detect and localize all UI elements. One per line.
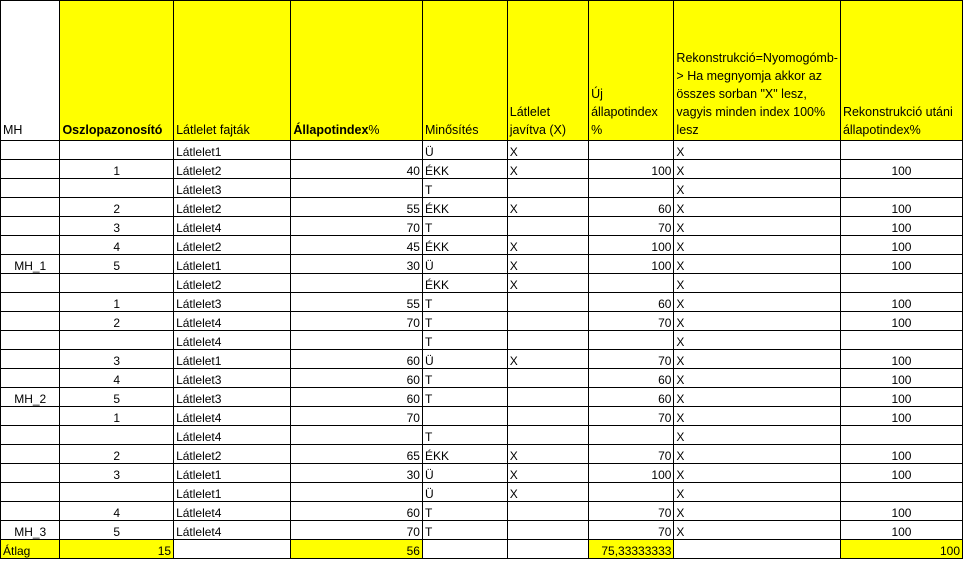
cell-oszlopazonosito[interactable] [60,483,174,502]
cell-rekonstrukcio[interactable]: X [674,445,841,464]
cell-allapotindex[interactable]: 45 [291,236,423,255]
cell-latlelet-javitva[interactable]: X [507,236,588,255]
footer-empty-cell[interactable] [422,540,507,559]
cell-rekonstrukcio[interactable]: X [674,293,841,312]
cell-oszlopazonosito[interactable] [60,179,174,198]
cell-minosites[interactable]: Ü [422,483,507,502]
cell-latlelet-fajta[interactable]: Látlelet3 [174,388,291,407]
cell-rekonstrukcio[interactable]: X [674,369,841,388]
table-row [1,369,963,388]
cell-rekonstrukcio-utani[interactable]: 100 [840,521,962,540]
cell-mh[interactable] [1,179,60,198]
cell-rekonstrukcio[interactable]: X [674,198,841,217]
cell-latlelet-javitva[interactable] [507,217,588,236]
cell-rekonstrukcio[interactable]: X [674,274,841,293]
cell-latlelet-fajta[interactable]: Látlelet4 [174,312,291,331]
cell-rekonstrukcio[interactable]: X [674,331,841,350]
header-oszlopazonosito[interactable]: Oszlopazonosító [60,1,174,141]
header-rekonstrukcio-utani[interactable]: Rekonstrukció utáni állapotindex% [840,1,962,141]
header-rekonstrukcio[interactable]: Rekonstrukció=Nyomogómb-> Ha megnyomja akkor az összes sorban "X" lesz, vagyis minden index 100% lesz [674,1,841,141]
table-row [1,255,963,274]
cell-rekonstrukcio-utani[interactable]: 100 [840,369,962,388]
cell-mh[interactable] [1,141,60,160]
cell-oszlopazonosito[interactable]: 4 [60,236,174,255]
cell-allapotindex[interactable]: 60 [291,369,423,388]
cell-latlelet-javitva[interactable] [507,388,588,407]
table-row [1,350,963,369]
cell-mh[interactable] [1,274,60,293]
cell-mh[interactable]: MH_3 [1,521,60,540]
cell-minosites[interactable]: T [422,312,507,331]
cell-uj-allapotindex[interactable]: 70 [589,350,674,369]
cell-allapotindex[interactable]: 65 [291,445,423,464]
cell-minosites[interactable] [422,407,507,426]
cell-rekonstrukcio-utani[interactable] [840,141,962,160]
table-row [1,217,963,236]
table-row [1,198,963,217]
cell-uj-allapotindex[interactable]: 70 [589,312,674,331]
cell-uj-allapotindex[interactable]: 100 [589,160,674,179]
cell-oszlopazonosito[interactable]: 4 [60,369,174,388]
cell-latlelet-fajta[interactable]: Látlelet4 [174,502,291,521]
cell-latlelet-javitva[interactable]: X [507,445,588,464]
cell-minosites[interactable]: T [422,179,507,198]
cell-latlelet-fajta[interactable]: Látlelet4 [174,426,291,445]
cell-uj-allapotindex[interactable]: 70 [589,521,674,540]
header-allapotindex[interactable] [291,1,423,141]
cell-oszlopazonosito[interactable]: 3 [60,217,174,236]
cell-latlelet-javitva[interactable]: X [507,483,588,502]
cell-oszlopazonosito[interactable] [60,426,174,445]
cell-mh[interactable] [1,369,60,388]
cell-minosites[interactable]: ÉKK [422,445,507,464]
cell-latlelet-javitva[interactable] [507,369,588,388]
table-row [1,464,963,483]
cell-minosites[interactable]: ÉKK [422,160,507,179]
cell-oszlopazonosito[interactable]: 2 [60,198,174,217]
footer-empty-cell[interactable] [507,540,588,559]
cell-latlelet-fajta[interactable]: Látlelet3 [174,179,291,198]
cell-uj-allapotindex[interactable]: 70 [589,502,674,521]
cell-allapotindex[interactable] [291,483,423,502]
cell-uj-allapotindex[interactable]: 100 [589,255,674,274]
cell-mh[interactable] [1,445,60,464]
cell-uj-allapotindex[interactable] [589,483,674,502]
cell-minosites[interactable]: T [422,293,507,312]
cell-rekonstrukcio[interactable]: X [674,426,841,445]
cell-rekonstrukcio-utani[interactable]: 100 [840,217,962,236]
header-uj-allapotindex[interactable]: Új állapotindex % [589,1,674,141]
cell-oszlopazonosito[interactable]: 5 [60,388,174,407]
cell-uj-allapotindex[interactable]: 70 [589,217,674,236]
cell-rekonstrukcio[interactable]: X [674,483,841,502]
cell-uj-allapotindex[interactable]: 60 [589,198,674,217]
cell-allapotindex[interactable] [291,331,423,350]
header-mh[interactable]: MH [1,1,60,141]
table-row [1,293,963,312]
cell-allapotindex[interactable]: 70 [291,407,423,426]
cell-latlelet-fajta[interactable]: Látlelet4 [174,217,291,236]
cell-rekonstrukcio[interactable]: X [674,388,841,407]
cell-mh[interactable] [1,350,60,369]
header-allapotindex-unit: % [368,123,380,137]
cell-rekonstrukcio[interactable]: X [674,141,841,160]
cell-latlelet-fajta[interactable]: Látlelet2 [174,236,291,255]
cell-uj-allapotindex[interactable] [589,179,674,198]
cell-allapotindex[interactable]: 40 [291,160,423,179]
cell-uj-allapotindex[interactable] [589,274,674,293]
cell-rekonstrukcio-utani[interactable]: 100 [840,350,962,369]
table-row [1,179,963,198]
cell-oszlopazonosito[interactable]: 2 [60,312,174,331]
cell-rekonstrukcio-utani[interactable]: 100 [840,312,962,331]
cell-mh[interactable] [1,198,60,217]
cell-latlelet-fajta[interactable]: Látlelet4 [174,407,291,426]
cell-uj-allapotindex[interactable] [589,331,674,350]
cell-latlelet-javitva[interactable]: X [507,350,588,369]
cell-mh[interactable]: MH_2 [1,388,60,407]
cell-minosites[interactable]: T [422,388,507,407]
cell-oszlopazonosito[interactable]: 5 [60,255,174,274]
cell-rekonstrukcio-utani[interactable]: 100 [840,198,962,217]
cell-oszlopazonosito[interactable]: 1 [60,407,174,426]
cell-latlelet-fajta[interactable]: Látlelet1 [174,350,291,369]
cell-rekonstrukcio-utani[interactable]: 100 [840,388,962,407]
footer-empty-cell[interactable] [674,540,841,559]
table-row [1,160,963,179]
cell-rekonstrukcio[interactable]: X [674,179,841,198]
cell-rekonstrukcio[interactable]: X [674,217,841,236]
cell-mh[interactable] [1,426,60,445]
cell-oszlopazonosito[interactable]: 3 [60,350,174,369]
cell-mh[interactable] [1,236,60,255]
cell-rekonstrukcio-utani[interactable]: 100 [840,236,962,255]
cell-uj-allapotindex[interactable] [589,426,674,445]
cell-uj-allapotindex[interactable]: 60 [589,369,674,388]
cell-latlelet-javitva[interactable] [507,293,588,312]
cell-mh[interactable] [1,160,60,179]
cell-latlelet-fajta[interactable]: Látlelet3 [174,369,291,388]
cell-allapotindex[interactable] [291,274,423,293]
cell-minosites[interactable]: ÉKK [422,236,507,255]
table-row [1,521,963,540]
cell-uj-allapotindex[interactable]: 100 [589,464,674,483]
cell-latlelet-fajta[interactable]: Látlelet2 [174,274,291,293]
cell-minosites[interactable]: T [422,217,507,236]
cell-oszlopazonosito[interactable] [60,274,174,293]
footer-index-avg[interactable]: 56 [291,540,423,559]
cell-minosites[interactable]: Ü [422,141,507,160]
cell-rekonstrukcio-utani[interactable]: 100 [840,255,962,274]
cell-mh[interactable] [1,464,60,483]
cell-oszlopazonosito[interactable]: 4 [60,502,174,521]
cell-latlelet-fajta[interactable]: Látlelet1 [174,141,291,160]
header-latlelet-javitva[interactable]: Látlelet javítva (X) [507,1,588,141]
cell-allapotindex[interactable]: 55 [291,198,423,217]
footer-oszlop-avg[interactable]: 15 [60,540,174,559]
cell-minosites[interactable]: T [422,369,507,388]
footer-utani-avg[interactable]: 100 [840,540,962,559]
header-latlelet-fajtak[interactable]: Látlelet fajták [174,1,291,141]
cell-uj-allapotindex[interactable]: 70 [589,445,674,464]
footer-uj-avg[interactable]: 75,33333333 [589,540,674,559]
cell-allapotindex[interactable]: 60 [291,502,423,521]
cell-rekonstrukcio-utani[interactable]: 100 [840,293,962,312]
footer-row [1,540,963,559]
cell-latlelet-javitva[interactable] [507,502,588,521]
cell-rekonstrukcio[interactable]: X [674,312,841,331]
cell-latlelet-javitva[interactable]: X [507,464,588,483]
cell-oszlopazonosito[interactable]: 3 [60,464,174,483]
cell-oszlopazonosito[interactable] [60,331,174,350]
cell-oszlopazonosito[interactable]: 2 [60,445,174,464]
cell-allapotindex[interactable]: 30 [291,255,423,274]
cell-mh[interactable] [1,502,60,521]
cell-rekonstrukcio[interactable]: X [674,521,841,540]
cell-allapotindex[interactable]: 55 [291,293,423,312]
cell-latlelet-javitva[interactable] [507,312,588,331]
table-row [1,483,963,502]
cell-mh[interactable] [1,483,60,502]
cell-oszlopazonosito[interactable]: 1 [60,293,174,312]
header-row [1,1,963,141]
header-allapotindex-bold: Állapotindex [293,123,369,137]
table-row [1,502,963,521]
cell-latlelet-javitva[interactable]: X [507,274,588,293]
cell-allapotindex[interactable] [291,141,423,160]
cell-mh[interactable]: MH_1 [1,255,60,274]
cell-rekonstrukcio-utani[interactable]: 100 [840,407,962,426]
cell-allapotindex[interactable] [291,179,423,198]
table-row [1,407,963,426]
cell-rekonstrukcio-utani[interactable]: 100 [840,464,962,483]
cell-latlelet-fajta[interactable]: Látlelet2 [174,160,291,179]
cell-uj-allapotindex[interactable]: 100 [589,236,674,255]
footer-empty-cell[interactable] [174,540,291,559]
table-row [1,236,963,255]
cell-oszlopazonosito[interactable]: 5 [60,521,174,540]
cell-minosites[interactable]: Ü [422,255,507,274]
table-row [1,141,963,160]
cell-rekonstrukcio[interactable]: X [674,502,841,521]
cell-latlelet-javitva[interactable]: X [507,255,588,274]
cell-oszlopazonosito[interactable]: 1 [60,160,174,179]
cell-latlelet-fajta[interactable]: Látlelet2 [174,198,291,217]
cell-allapotindex[interactable]: 70 [291,312,423,331]
cell-rekonstrukcio-utani[interactable] [840,426,962,445]
cell-rekonstrukcio-utani[interactable]: 100 [840,502,962,521]
cell-allapotindex[interactable]: 70 [291,521,423,540]
table-row [1,426,963,445]
table-row [1,445,963,464]
cell-rekonstrukcio-utani[interactable]: 100 [840,160,962,179]
cell-uj-allapotindex[interactable]: 60 [589,388,674,407]
cell-rekonstrukcio-utani[interactable]: 100 [840,445,962,464]
cell-rekonstrukcio[interactable]: X [674,464,841,483]
cell-latlelet-fajta[interactable]: Látlelet1 [174,483,291,502]
cell-latlelet-javitva[interactable]: X [507,141,588,160]
header-minosites[interactable]: Minősítés [422,1,507,141]
cell-rekonstrukcio[interactable]: X [674,350,841,369]
cell-latlelet-fajta[interactable]: Látlelet4 [174,521,291,540]
cell-rekonstrukcio[interactable]: X [674,407,841,426]
table-row [1,331,963,350]
cell-allapotindex[interactable]: 70 [291,217,423,236]
cell-minosites[interactable]: T [422,521,507,540]
cell-latlelet-javitva[interactable] [507,521,588,540]
cell-minosites[interactable]: Ü [422,350,507,369]
cell-mh[interactable] [1,217,60,236]
cell-allapotindex[interactable]: 60 [291,388,423,407]
cell-latlelet-javitva[interactable]: X [507,198,588,217]
cell-latlelet-fajta[interactable]: Látlelet1 [174,464,291,483]
cell-mh[interactable] [1,331,60,350]
cell-minosites[interactable]: T [422,331,507,350]
cell-latlelet-fajta[interactable]: Látlelet1 [174,255,291,274]
cell-latlelet-javitva[interactable]: X [507,160,588,179]
cell-latlelet-javitva[interactable] [507,331,588,350]
footer-label[interactable]: Átlag [1,540,60,559]
cell-uj-allapotindex[interactable]: 60 [589,293,674,312]
cell-minosites[interactable]: T [422,502,507,521]
cell-uj-allapotindex[interactable] [589,141,674,160]
cell-rekonstrukcio[interactable]: X [674,160,841,179]
cell-minosites[interactable]: ÉKK [422,274,507,293]
cell-rekonstrukcio-utani[interactable] [840,331,962,350]
cell-minosites[interactable]: Ü [422,464,507,483]
cell-rekonstrukcio-utani[interactable] [840,274,962,293]
cell-latlelet-javitva[interactable] [507,426,588,445]
cell-rekonstrukcio-utani[interactable] [840,483,962,502]
cell-minosites[interactable]: T [422,426,507,445]
cell-minosites[interactable]: ÉKK [422,198,507,217]
cell-rekonstrukcio-utani[interactable] [840,179,962,198]
cell-uj-allapotindex[interactable]: 70 [589,407,674,426]
cell-latlelet-fajta[interactable]: Látlelet4 [174,331,291,350]
table-row [1,312,963,331]
cell-rekonstrukcio[interactable]: X [674,236,841,255]
cell-allapotindex[interactable] [291,426,423,445]
table-row [1,388,963,407]
cell-allapotindex[interactable]: 30 [291,464,423,483]
cell-mh[interactable] [1,293,60,312]
cell-latlelet-fajta[interactable]: Látlelet2 [174,445,291,464]
cell-latlelet-fajta[interactable]: Látlelet3 [174,293,291,312]
cell-latlelet-javitva[interactable] [507,407,588,426]
cell-latlelet-javitva[interactable] [507,179,588,198]
cell-mh[interactable] [1,312,60,331]
cell-mh[interactable] [1,407,60,426]
cell-rekonstrukcio[interactable]: X [674,255,841,274]
table-row [1,274,963,293]
cell-oszlopazonosito[interactable] [60,141,174,160]
cell-allapotindex[interactable]: 60 [291,350,423,369]
